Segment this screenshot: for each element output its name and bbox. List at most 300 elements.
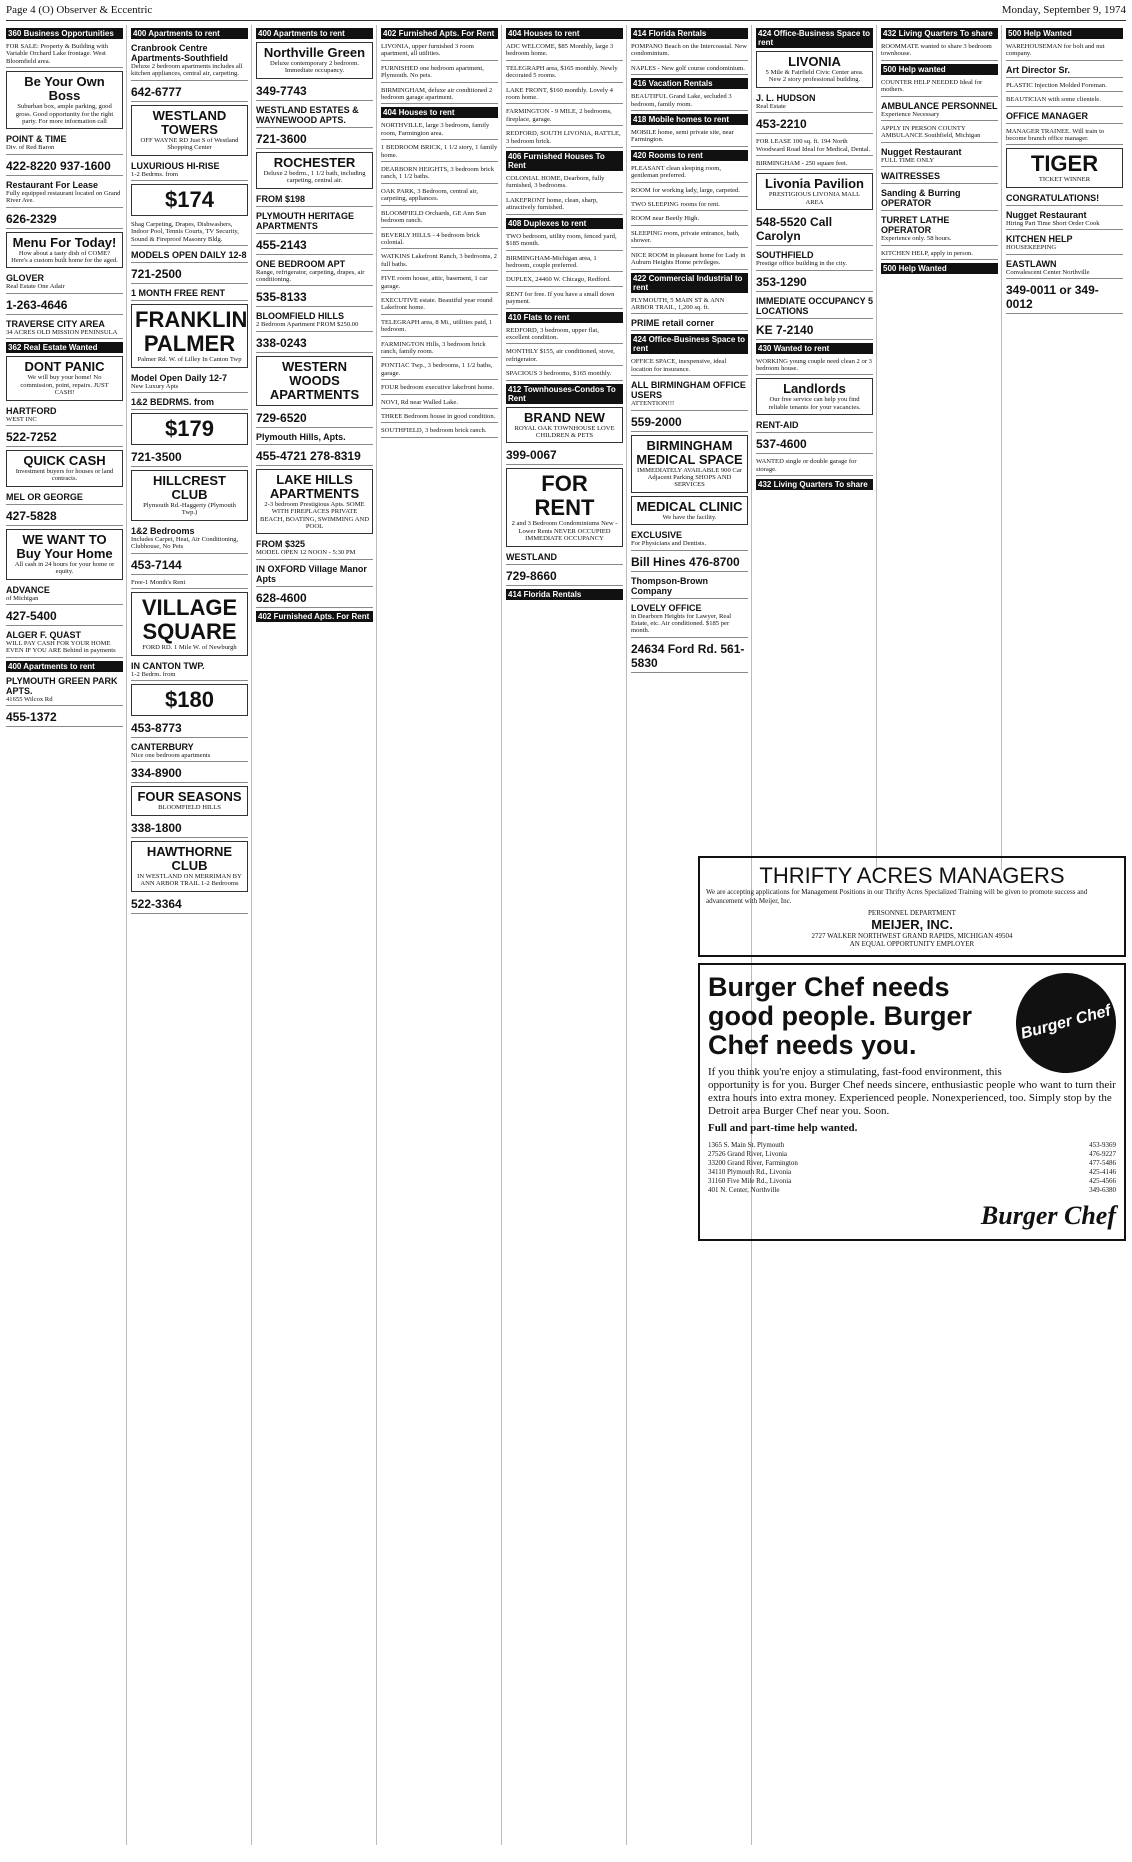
ad-mid: LOVELY OFFICE (631, 602, 702, 613)
burger-chef-tag: Full and part-time help wanted. (708, 1121, 858, 1134)
classified-ad (506, 346, 623, 366)
ad-mid: WESTLAND ESTATES & WAYNEWOOD APTS. (256, 104, 359, 125)
thrifty-address: 2727 WALKER NORTHWEST GRAND RAPIDS, MICHIGAN 49504 (811, 931, 1013, 940)
ad-text: Range, refrigerator, carpeting, drapes, air conditioning. (256, 268, 365, 284)
ad-text: POMPANO Beach on the Intercoastal. New condominium. (631, 43, 747, 58)
classified-ad (631, 250, 748, 270)
ad-text: EXECUTIVE estate. Beautiful year round Lakefront home. (381, 296, 493, 312)
classified-ad (131, 786, 248, 815)
classified-ad (756, 91, 873, 113)
ad-mid: TRAVERSE CITY AREA (6, 318, 105, 329)
classified-ad (131, 413, 248, 445)
ad-mid: Plymouth Hills, Apts. (256, 431, 346, 442)
ad-text: REDFORD, 3 bedroom, upper flat, excellent condition. (506, 326, 599, 341)
ad-mid: POINT & TIME (6, 134, 67, 145)
classified-ad (6, 583, 123, 605)
ad-big: Menu For Today! (12, 234, 117, 250)
ad-text: WAREHOUSEMAN for bolt and nut company. (1006, 43, 1105, 58)
category-header: 414 Florida Rentals (631, 28, 748, 39)
ad-text: MOBILE home, semi private site, near Farmington. (631, 129, 734, 144)
classified-ad (256, 562, 373, 587)
classified-ad (631, 185, 748, 197)
ad-big: MEDICAL CLINIC (636, 498, 743, 514)
ad-text: 1-2 Bedrm. from (131, 670, 176, 678)
ad-text: TWO SLEEPING rooms for rent. (631, 201, 720, 209)
ad-text: NORTHVILLE, large 3 bedroom, family room, Farmington area. (381, 122, 490, 137)
ad-text: APPLY IN PERSON COUNTY AMBULANCE Southfield, Michigan (881, 125, 981, 140)
ad-text: NAPLES - New golf course condominium. (631, 64, 745, 72)
classified-ad (881, 41, 998, 61)
classified-ad (256, 309, 373, 331)
classified-ad (881, 248, 998, 260)
ad-text: 41655 Wilcox Rd (6, 695, 53, 703)
ad-text: MODEL OPEN 12 NOON - 5:30 PM (256, 549, 356, 557)
classified-ad (381, 273, 498, 293)
classified-ad (631, 601, 748, 638)
classified-ad (506, 567, 623, 586)
classified-ad (881, 169, 998, 184)
classified-ad (256, 430, 373, 445)
ad-text: TWO bedroom, utility room, fenced yard, $185 month. (506, 232, 617, 248)
ad-phone: 522-3364 (131, 896, 182, 911)
ad-text: ATTENTION!!! (631, 400, 675, 408)
column-1 (6, 25, 127, 1845)
ad-big: WE WANT TO Buy Your Home (16, 531, 113, 561)
classified-ad (6, 317, 123, 339)
burger-chef-logo: Burger Chef (1005, 961, 1127, 1083)
classified-ad (506, 41, 623, 61)
ad-phone: 1-263-4646 (6, 297, 68, 312)
category-header: 432 Living Quarters To share (881, 28, 998, 39)
classified-ad (131, 659, 248, 681)
classified-ad (256, 334, 373, 353)
ad-text: FURNISHED one bedroom apartment, Plymouth. No pets. (381, 64, 484, 80)
ad-text: BEVERLY HILLS - 4 bedroom brick colonial. (381, 231, 480, 246)
ad-mid: WESTLAND (506, 551, 557, 562)
ad-phone: 353-1290 (756, 274, 807, 289)
classified-ad (6, 674, 123, 706)
category-header: 404 Houses to rent (506, 28, 623, 39)
location-address: 33200 Grand River, Farmington (708, 1158, 798, 1167)
classified-ad (506, 550, 623, 565)
classified-ad (256, 356, 373, 406)
ad-text: TELEGRAPH area, 8 Mi., utilities paid, 1 bedroom. (381, 318, 493, 334)
classified-ad (6, 356, 123, 400)
ad-text: FIVE room house, attic, basement, 1 car garage. (381, 275, 488, 290)
category-header: 424 Office-Business Space to rent (756, 28, 873, 48)
ad-text: BEAUTIFUL Grand Lake, secluded 3 bedroom, family room. (631, 93, 732, 108)
location-phone: 476-9227 (1089, 1149, 1116, 1158)
classified-ad (1006, 191, 1123, 206)
classified-ad (631, 356, 748, 376)
ad-text: COLONIAL HOME, Dearborn, fully furnished, 3 bedrooms. (506, 175, 605, 190)
classified-ad (1006, 208, 1123, 230)
ad-big: QUICK CASH (23, 452, 106, 468)
ad-mid: ALL BIRMINGHAM OFFICE USERS (631, 380, 746, 401)
ad-text: NOVI, Rd near Walled Lake. (381, 398, 458, 406)
classified-ad (256, 192, 373, 207)
ad-phone: 721-2500 (131, 267, 182, 282)
classified-ad (131, 841, 248, 892)
classified-ad (131, 184, 248, 216)
ad-text: 1-2 Bedrms. from (131, 170, 179, 178)
ad-phone: 427-5828 (6, 508, 57, 523)
category-header: 424 Office-Business Space to rent (631, 334, 748, 354)
ad-text: How about a tasty dish of COME? Here's a custom built home for the aged. (11, 249, 118, 265)
ad-text: NICE ROOM in pleasant home for Lady in Auburn Heights Home privileges. (631, 251, 746, 267)
ad-mid: GLOVER (6, 273, 45, 284)
classified-ad (131, 556, 248, 575)
ad-phone: 338-0243 (256, 335, 307, 350)
ad-text: KITCHEN HELP, apply in person. (881, 249, 973, 257)
classified-ad (131, 395, 248, 410)
classified-ad (1006, 41, 1123, 61)
classified-ad (381, 142, 498, 162)
ad-text: of Michigan (6, 594, 39, 602)
ad-phone: 522-7252 (6, 429, 57, 444)
category-header: 408 Duplexes to rent (506, 218, 623, 229)
ad-text: IN WESTLAND ON MERRIMAN BY ANN ARBOR TRAIL 1-2 Bedrooms (137, 872, 242, 888)
classified-ad (506, 289, 623, 309)
category-header: 402 Furnished Apts. For Rent (256, 611, 373, 622)
ad-text: SLEEPING room, private entrance, bath, shower. (631, 229, 740, 245)
ad-big: Landlords (783, 381, 846, 397)
ad-phone: 422-8220 937-1600 (6, 158, 111, 173)
classified-ad (756, 213, 873, 246)
classified-ad (1006, 80, 1123, 92)
classified-ad (756, 115, 873, 134)
ad-text: Fully equipped restaurant located on Grand River Ave. (6, 189, 121, 205)
ad-mid: WAITRESSES (881, 171, 941, 182)
ad-text: Experience Necessary (881, 110, 940, 118)
ad-mid: IMMEDIATE OCCUPANCY 5 LOCATIONS (756, 295, 874, 316)
classified-ad (256, 469, 373, 535)
classified-ad (131, 219, 248, 246)
classified-ad (131, 470, 248, 521)
location-address: 401 N. Center, Northville (708, 1185, 780, 1194)
ad-text: 2 and 3 Bedroom Condominiums New - Lower Rents NEVER OCCUPIED IMMEDIATE OCCUPANCY (511, 520, 618, 543)
ad-text: 34 ACRES OLD MISSION PENINSULA (6, 328, 118, 336)
location-address: 27526 Grand River, Livonia (708, 1149, 788, 1158)
classified-ad (6, 232, 123, 269)
ad-text: LAKEFRONT home, clean, sharp, attractively furnished. (506, 196, 598, 212)
classified-ad (506, 173, 623, 193)
ad-text: TELEGRAPH area, $165 monthly. Newly decorated 5 rooms. (506, 64, 618, 80)
ad-text: PLASTIC Injection Molded Foreman. (1006, 81, 1107, 89)
category-header: 402 Furnished Apts. For Rent (381, 28, 498, 39)
ad-text: Real Estate One Adair (6, 283, 65, 291)
ad-huge: VILLAGE SQUARE (141, 595, 238, 645)
ad-text: DUPLEX, 24460 W. Chicago, Redford. (506, 276, 611, 284)
category-header: 406 Furnished Houses To Rent (506, 151, 623, 171)
ad-text: BEAUTICIAN with some clientele. (1006, 96, 1101, 104)
classified-ad (506, 128, 623, 148)
location-phone: 477-5486 (1089, 1158, 1116, 1167)
classified-ad (131, 159, 248, 181)
ad-phone: 642-6777 (131, 84, 182, 99)
classified-ad (631, 199, 748, 211)
classified-ad (6, 404, 123, 426)
classified-ad (381, 164, 498, 184)
ad-mid: Model Open Daily 12-7 (131, 372, 228, 383)
ad-text: Div. of Red Baron (6, 144, 55, 152)
ad-text: Free-1 Month's Rent (131, 578, 186, 586)
ad-mid: 1&2 Bedrooms (131, 525, 195, 536)
classified-ad (506, 407, 623, 444)
category-header: 432 Living Quarters To share (756, 479, 873, 490)
ad-text: IMMEDIATELY AVAILABLE 900 Car Adjacent Parking SHOPS AND SERVICES (637, 466, 742, 489)
ad-text: Prestige office building in the city. (756, 260, 848, 268)
classified-ad (256, 257, 373, 287)
classified-ad (131, 371, 248, 393)
classified-ad (381, 251, 498, 271)
location-phone: 349-6380 (1089, 1185, 1116, 1194)
ad-text: HOUSEKEEPING (1006, 244, 1057, 252)
ad-mid: BLOOMFIELD HILLS (256, 311, 344, 322)
ad-huge: FRANKLIN PALMER (135, 307, 248, 357)
ad-huge: $179 (165, 416, 214, 442)
ad-text: Convalescent Center Northville (1006, 268, 1090, 276)
ad-text: OFFICE SPACE, inexpensive, ideal location for insurance. (631, 358, 727, 373)
classified-ad (381, 425, 498, 437)
classified-ad (381, 382, 498, 394)
classified-ad (131, 719, 248, 738)
classified-ad (631, 435, 748, 493)
ad-huge: TIGER (1030, 151, 1099, 177)
ad-phone: Bill Hines 476-8700 (631, 554, 740, 569)
classified-ad (631, 163, 748, 183)
category-header: 410 Flats to rent (506, 312, 623, 323)
ad-mid: HARTFORD (6, 405, 57, 416)
ad-mid: PRIME retail corner (631, 318, 715, 329)
ad-big: LAKE HILLS APARTMENTS (269, 471, 360, 501)
ad-mid: MEL OR GEORGE (6, 491, 83, 502)
phone-list (1089, 1141, 1116, 1195)
classified-ad (6, 132, 123, 154)
ad-phone: 338-1800 (131, 820, 182, 835)
category-header: 422 Commercial Industrial to rent (631, 273, 748, 293)
classified-ad (256, 236, 373, 255)
classified-ad (6, 490, 123, 505)
masthead-left: Page 4 (O) Observer & Eccentric (6, 4, 153, 16)
category-header: 500 Help Wanted (881, 263, 998, 274)
ad-mid: LUXURIOUS HI-RISE (131, 160, 220, 171)
classified-ad (756, 173, 873, 210)
classified-ad (131, 895, 248, 914)
ad-mid: FROM $198 (256, 193, 306, 204)
classified-ad (131, 105, 248, 156)
classified-ad (256, 589, 373, 608)
classified-ad (756, 51, 873, 88)
ad-text: COUNTER HELP NEEDED Ideal for mothers. (881, 78, 983, 94)
ad-huge: $180 (165, 686, 214, 712)
classified-ad (881, 77, 998, 97)
ad-text: FULL TIME ONLY (881, 156, 935, 164)
ad-text: ROOM near Beetly High. (631, 215, 700, 223)
ad-mid: J. L. HUDSON (756, 92, 816, 103)
ad-text: We have the facility. (662, 513, 717, 521)
classified-ad (756, 321, 873, 340)
classified-ad (506, 85, 623, 105)
ad-mid: Cranbrook Centre Apartments-Southfield (131, 43, 229, 63)
classified-ad (631, 295, 748, 315)
classified-ad (506, 63, 623, 83)
ad-mid: PLYMOUTH HERITAGE APARTMENTS (256, 210, 355, 231)
ad-mid: Art Director Sr. (1006, 64, 1071, 75)
location-list (708, 1141, 798, 1195)
burger-chef-headline: Burger Chef needs good people. Burger Chef needs you. (708, 971, 973, 1060)
ad-big: WESTERN WOODS APARTMENTS (269, 358, 360, 402)
ad-text: 2-3 bedroom Prestigious Apts. SOME WITH FIREPLACES PRIVATE BEACH, BOATING, SWIMMING AND POOL (260, 500, 369, 531)
ad-text: RENT for free. If you have a small down payment. (506, 290, 615, 306)
ad-text: MANAGER TRAINEE. Will train to become branch office manager. (1006, 127, 1105, 143)
thrifty-company: MEIJER, INC. (871, 916, 953, 932)
ad-mid: OFFICE MANAGER (1006, 110, 1088, 121)
ad-mid: AMBULANCE PERSONNEL (881, 100, 998, 111)
burger-chef-footer: Burger Chef (980, 1200, 1116, 1230)
ad-text: FORD RD. 1 Mile W. of Newburgh (142, 644, 237, 652)
classified-ad (6, 450, 123, 487)
classified-ad (6, 507, 123, 526)
ad-mid: CONGRATULATIONS! (1006, 192, 1100, 203)
ad-text: Hiring Part Time Short Order Cook (1006, 219, 1100, 227)
ad-mid: TURRET LATHE OPERATOR (881, 215, 950, 236)
ad-text: PLYMOUTH, 5 MAIN ST & ANN ARBOR TRAIL, 1,200 sq. ft. (631, 296, 725, 311)
classified-ad (506, 231, 623, 251)
classified-ad (6, 41, 123, 68)
classified-ad (256, 103, 373, 128)
ad-phone: 24634 Ford Rd. 561-5830 (631, 641, 745, 670)
classified-ad (756, 456, 873, 476)
ad-text: 1 BEDROOM BRICK, 1 1/2 story, 1 family home. (381, 144, 498, 159)
category-header: 400 Apartments to rent (256, 28, 373, 39)
thrifty-eoe: AN EQUAL OPPORTUNITY EMPLOYER (849, 940, 975, 948)
ad-mid: ONE BEDROOM APT (256, 258, 346, 269)
classified-ad (381, 317, 498, 337)
ad-mid: 1&2 BEDRMS. from (131, 397, 215, 408)
ad-text: PRESTIGIOUS LIVONIA MALL AREA (768, 191, 861, 206)
classified-ad (756, 158, 873, 170)
ad-phone: 729-8660 (506, 568, 557, 583)
classified-ad (6, 296, 123, 315)
ad-text: BIRMINGHAM-Michigan area, 1 bedroom, couple preferred. (506, 254, 597, 269)
classified-ad (131, 248, 248, 263)
classified-ad (1006, 94, 1123, 106)
thrifty-dept: PERSONNEL DEPARTMENT (868, 909, 956, 917)
ad-text: FARMINGTON - 9 MILE, 2 bedrooms, fireplace, garage. (506, 108, 612, 123)
ad-text: LIVONIA, upper furnished 3 room apartment, all utilities. (381, 43, 474, 58)
ad-text: ROYAL OAK TOWNHOUSE LOVE CHILDREN & PETS (514, 424, 615, 439)
classified-ad (131, 83, 248, 102)
ad-text: SOUTHFIELD, 3 bedroom brick ranch. (381, 427, 487, 435)
ad-phone: 453-8773 (131, 720, 182, 735)
column-5 (506, 25, 627, 1845)
category-header: 414 Florida Rentals (506, 589, 623, 600)
classified-ad (381, 120, 498, 140)
ad-phone: 334-8900 (131, 766, 182, 781)
ad-mid: EXCLUSIVE (631, 530, 683, 541)
newspaper-page (6, 4, 1126, 1854)
ad-text: Suburban box, ample parking, good gross. Good opportunity for the right party. For more information call (15, 103, 114, 126)
column-3 (256, 25, 377, 1845)
classified-ad (381, 186, 498, 206)
ad-mid: IN OXFORD Village Manor Apts (256, 563, 367, 584)
ad-phone: 537-4600 (756, 437, 807, 452)
category-header: 418 Mobile homes to rent (631, 114, 748, 125)
category-header: 400 Apartments to rent (131, 28, 248, 39)
category-header: 500 Help Wanted (1006, 28, 1123, 39)
ad-phone: 626-2329 (6, 211, 57, 226)
ad-phone: 349-7743 (256, 83, 307, 98)
display-ads-area (698, 856, 1126, 1241)
classified-ad (131, 764, 248, 783)
column-9 (1006, 25, 1126, 870)
classified-ad (756, 294, 873, 319)
classified-ad (6, 178, 123, 208)
classified-ad (756, 248, 873, 270)
ad-phone: 455-4721 278-8319 (256, 448, 361, 463)
ad-phone: 427-5400 (6, 608, 57, 623)
classified-ad (506, 325, 623, 345)
classified-ad (881, 145, 998, 167)
column-8 (881, 25, 1002, 870)
ad-mid: SOUTHFIELD (756, 250, 814, 261)
classified-ad (631, 413, 748, 432)
location-address: 31160 Five Mile Rd., Livonia (708, 1176, 792, 1185)
ad-text: Includes Carpet, Heat, Air Conditioning, Clubhouse, No Pets (131, 535, 239, 551)
ad-huge: $174 (165, 187, 214, 213)
ad-phone: 559-2000 (631, 414, 682, 429)
location-phone: 425-4146 (1089, 1167, 1116, 1176)
classified-ad (381, 411, 498, 423)
masthead (6, 4, 1126, 21)
ad-text: WILL PAY CASH FOR YOUR HOME EVEN IF YOU ARE Behind in payments (6, 639, 116, 655)
ad-text: BLOOMFIELD HILLS (158, 804, 221, 812)
classified-ad (256, 409, 373, 428)
classified-ad (506, 253, 623, 273)
location-phone: 453-9369 (1089, 1140, 1116, 1149)
classified-ad (631, 127, 748, 147)
classified-ad (6, 210, 123, 229)
category-header: 362 Real Estate Wanted (6, 342, 123, 353)
classified-ad (756, 273, 873, 292)
ad-text: Nice one bedroom apartments (131, 751, 211, 759)
classified-ad (1006, 148, 1123, 187)
ad-big: DONT PANIC (24, 359, 105, 375)
category-header: 404 Houses to rent (381, 107, 498, 118)
category-header: 420 Rooms to rent (631, 150, 748, 161)
classified-ad (256, 152, 373, 189)
classified-ad (381, 230, 498, 250)
ad-text: SPACIOUS 3 bedrooms, $165 monthly. (506, 370, 612, 378)
ad-text: Investment buyers for houses or land contracts. (15, 467, 114, 483)
ad-text: REDFORD, SOUTH LIVONIA, RATTLE, 3 bedroom brick. (506, 130, 621, 145)
ad-text: Real Estate (756, 102, 786, 110)
classified-ad (6, 157, 123, 176)
ad-mid: Nugget Restaurant (1006, 209, 1087, 220)
classified-ad (131, 740, 248, 762)
classified-ad (506, 274, 623, 286)
ad-phone: 399-0067 (506, 448, 557, 463)
ad-big: FOUR SEASONS (137, 789, 242, 805)
ad-text: BIRMINGHAM, deluxe air conditioned 2 bedroom garage apartment. (381, 86, 493, 102)
classified-ad (381, 339, 498, 359)
category-header: 500 Help wanted (881, 64, 998, 75)
ad-mid: Thompson-Brown Company (631, 575, 708, 596)
ad-text: New Luxury Apts (131, 382, 179, 390)
ad-mid: KITCHEN HELP (1006, 234, 1073, 245)
ad-text: OFF WAYNE RD Just S of Westland Shopping Center (140, 136, 239, 152)
